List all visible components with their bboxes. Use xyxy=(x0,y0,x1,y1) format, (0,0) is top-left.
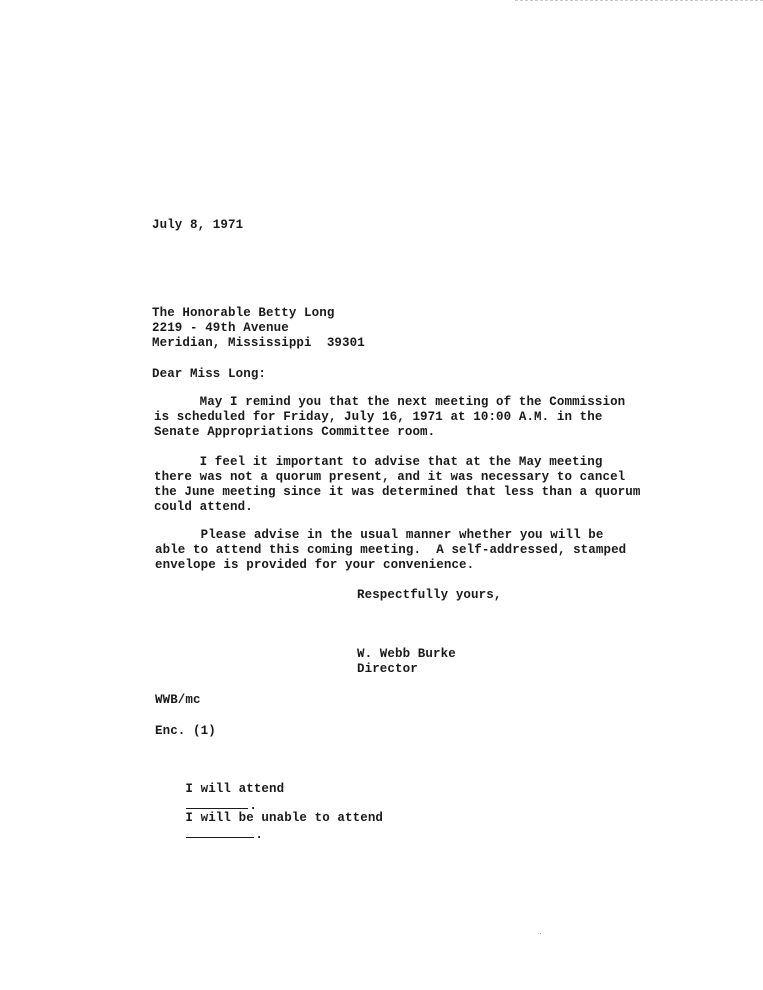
paragraph-2-line: I feel it important to advise that at the May meeting xyxy=(154,455,603,469)
paragraph-1-line: Senate Appropriations Committee room. xyxy=(154,425,436,439)
reply-attend-label: I will attend xyxy=(185,782,285,796)
signer-name: W. Webb Burke xyxy=(357,647,456,661)
paragraph-2-line: could attend. xyxy=(154,500,253,514)
scan-speck xyxy=(540,933,541,934)
recipient-name: The Honorable Betty Long xyxy=(152,306,335,320)
enclosure-note: Enc. (1) xyxy=(155,724,216,738)
reply-unable-period: . xyxy=(255,828,264,842)
closing: Respectfully yours, xyxy=(357,588,502,602)
reply-attend-period: . xyxy=(249,799,258,813)
page-edge xyxy=(515,0,763,1)
paragraph-2-line: there was not a quorum present, and it was necessary to cancel xyxy=(154,470,626,484)
reply-unable-line xyxy=(155,796,383,858)
recipient-city: Meridian, Mississippi 39301 xyxy=(152,336,365,350)
recipient-street: 2219 - 49th Avenue xyxy=(152,321,289,335)
typist-initials: WWB/mc xyxy=(155,693,201,707)
signer-title: Director xyxy=(357,662,418,676)
reply-unable-label: I will be unable to attend xyxy=(185,811,384,825)
letter-date: July 8, 1971 xyxy=(152,218,244,232)
paragraph-3-line: Please advise in the usual manner whether you will be xyxy=(155,528,604,542)
paragraph-2-line: the June meeting since it was determined that less than a quorum xyxy=(154,485,641,499)
paragraph-3-line: envelope is provided for your convenience. xyxy=(155,558,475,572)
unable-blank xyxy=(186,826,254,838)
salutation: Dear Miss Long: xyxy=(152,367,267,381)
paragraph-1-line: May I remind you that the next meeting of the Commission xyxy=(154,395,626,409)
paragraph-3-line: able to attend this coming meeting. A self-addressed, stamped xyxy=(155,543,627,557)
paragraph-1-line: is scheduled for Friday, July 16, 1971 at 10:00 A.M. in the xyxy=(154,410,603,424)
